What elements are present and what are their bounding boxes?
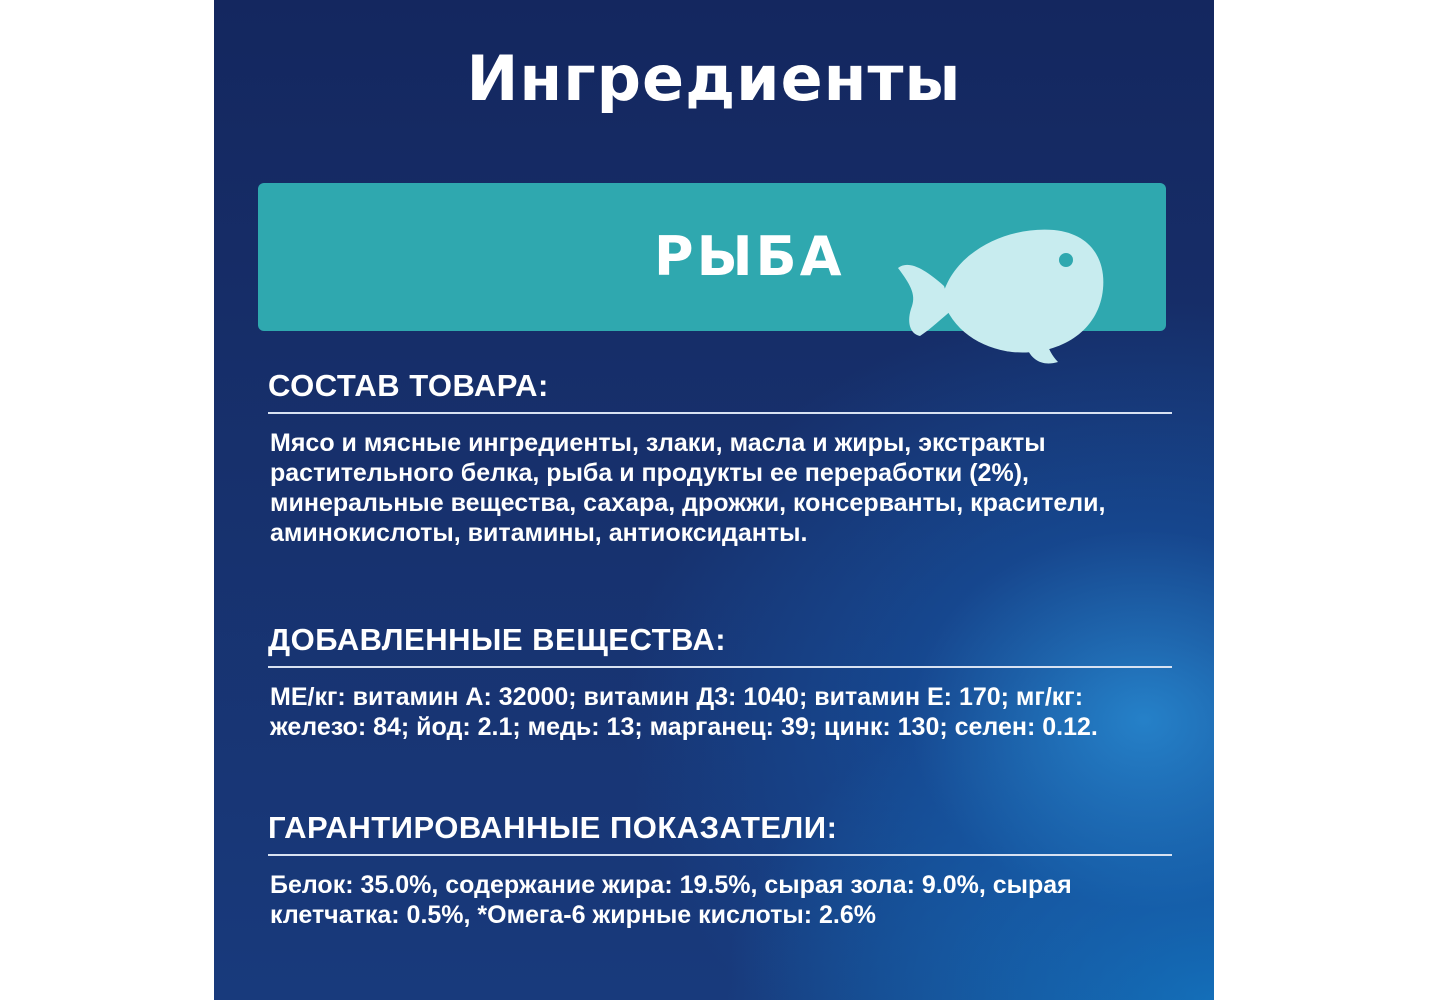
additives-heading: ДОБАВЛЕННЫЕ ВЕЩЕСТВА: (268, 622, 1172, 668)
additives-text: МЕ/кг: витамин А: 32000; витамин Д3: 1040; витамин Е: 170; мг/кг: железо: 84; йод: 2.1; медь: 13; марганец: 39; цинк: 130; селен: 0.12. (270, 683, 1098, 741)
category-label: РЫБА (654, 225, 845, 288)
ingredients-panel (214, 0, 1214, 1000)
guaranteed-heading: ГАРАНТИРОВАННЫЕ ПОКАЗАТЕЛИ: (268, 810, 1172, 856)
guaranteed-section (268, 810, 1172, 930)
fish-icon (894, 206, 1114, 376)
composition-heading: СОСТАВ ТОВАРА: (268, 368, 1172, 414)
page-title: Ингредиенты (466, 42, 962, 115)
composition-text: Мясо и мясные ингредиенты, злаки, масла и жиры, экстракты растительного белка, рыба и продукты ее переработки (2%), минеральные вещества, сахара, дрожжи, консерванты, красители, аминокислоты, витамины, антиоксиданты. (270, 429, 1106, 547)
composition-section (268, 368, 1172, 548)
additives-section (268, 622, 1172, 742)
guaranteed-text: Белок: 35.0%, содержание жира: 19.5%, сырая зола: 9.0%, сырая клетчатка: 0.5%, *Омега-6 жирные кислоты: 2.6% (270, 871, 1072, 929)
